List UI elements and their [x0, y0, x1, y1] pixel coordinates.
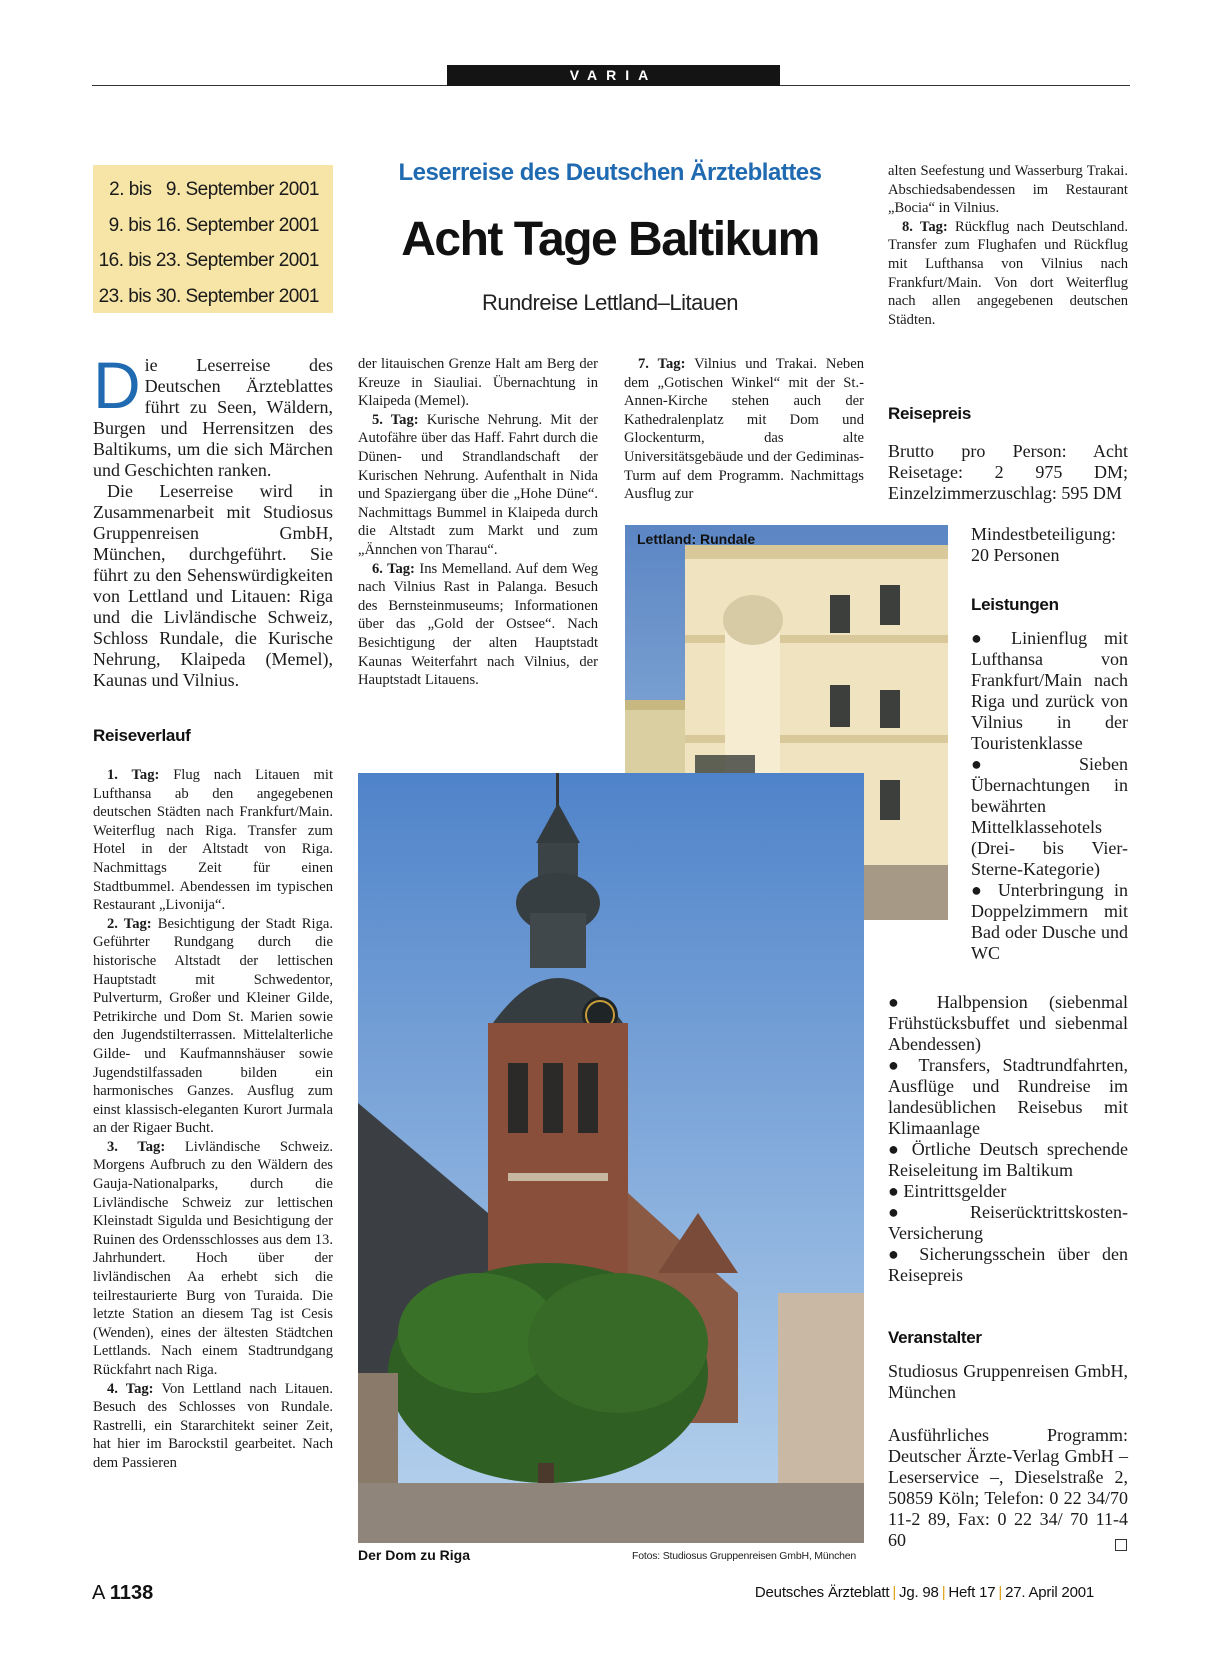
itinerary-column-1 [93, 766, 333, 1473]
day-entry: 7. Tag: Vilnius und Trakai. Neben dem „Gotischen Winkel“ mit der St.-Annen-Kirche stehen auch der Kathedralenplatz mit Dom und Glockenturm, das alte Universitätsgebäude und der Gediminas-Turm auf dem Programm. Nachmittags Ausflug zur [624, 356, 864, 503]
list-item: ● Unterbringung in Doppelzimmern mit Bad oder Dusche und WC [971, 880, 1129, 963]
list-item: ● Sieben Übernachtungen in bewährten Mittelklassehotels (Drei- bis Vier-Sterne-Kategorie) [971, 754, 1128, 879]
riga-cathedral-caption: Der Dom zu Riga [358, 1547, 471, 1563]
riga-cathedral-photo [358, 773, 864, 1543]
list-item: ● Örtliche Deutsch sprechende Reiseleitung im Baltikum [888, 1139, 1129, 1180]
organizer-heading: Veranstalter [888, 1328, 982, 1347]
day-entry-continued: alten Seefestung und Wasserburg Trakai. Abschiedsabendessen im Restaurant „Bocia“ in Vilnius. [888, 163, 1128, 217]
article-subtitle: Rundreise Lettland–Litauen [481, 290, 739, 315]
rundale-caption: Lettland: Rundale [637, 531, 756, 547]
list-item: ● Reiserücktrittskosten-Versicherung [888, 1202, 1128, 1243]
article-title: Acht Tage Baltikum [401, 213, 819, 266]
day-entry: 6. Tag: Ins Memelland. Auf dem Weg nach Vilnius Rast in Palanga. Besuch des Bernsteinmuseums; Informationen über das „Gold der Ostsee“. Nach Besichtigung der alten Hauptstadt Kaunas Weiterfahrt nach Vilnius, der Hauptstadt Litauens. [358, 560, 598, 689]
services-list-narrow [971, 628, 1128, 964]
list-item: ● Transfers, Stadtrundfahrten, Ausflüge und Rundreise im landesüblichen Reisebus mit Klimaanlage [888, 1055, 1128, 1138]
dates-box [93, 165, 333, 313]
itinerary-column-4 [888, 162, 1128, 329]
date-range: 9. bis 16. September 2001 [108, 214, 319, 236]
minimum-participants: Mindestbeteiligung: 20 Personen [971, 524, 1116, 565]
day-entry-continued: der litauischen Grenze Halt am Berg der Kreuze in Siauliai. Übernachtung in Klaipeda (Memel). [358, 356, 598, 410]
itinerary-heading: Reiseverlauf [93, 726, 191, 745]
page-number: A 1138 [92, 1582, 154, 1604]
day-entry: 2. Tag: Besichtigung der Stadt Riga. Geführter Rundgang durch die historische Altstadt der lettischen Hauptstadt mit Schwedentor, Pulverturm, Großer und Kleiner Gilde, Petrikirche und Dom St. Marien sowie den Jugendstilterrassen. Mittelalterliche Gilde- und Kaufmannshäuser sowie Jugendstilfassaden bilden ein harmonisches Ganzes. Ausflug zum einst klassisch-eleganten Kurort Jurmala an der Rigaer Bucht. [93, 915, 333, 1137]
journal-info: Deutsches Ärzteblatt | Jg. 98 | Heft 17 | 27. April 2001 [754, 1584, 1094, 1601]
journal-volume: Jg. 98 [899, 1584, 939, 1601]
photo-credit: Fotos: Studiosus Gruppenreisen GmbH, München [632, 1550, 857, 1562]
list-item: ● Sicherungsschein über den Reisepreis [888, 1244, 1129, 1285]
intro-paragraph: Die Leserreise wird in Zusammenarbeit mit Studiosus Gruppenreisen GmbH, München, durchgeführt. Sie führt zu den Sehenswürdigkeiten von Lettland und Litauen: Riga und die Livländische Schweiz, Schloss Rundale, die Kurische Nehrung, Klaipeda (Memel), Kaunas und Vilnius. [93, 481, 333, 690]
journal-date: 27. April 2001 [1005, 1584, 1094, 1601]
article-kicker: Leserreise des Deutschen Ärzteblattes [398, 159, 822, 186]
services-list [888, 992, 1128, 1286]
date-range: 16. bis 23. September 2001 [98, 250, 319, 271]
day-entry: 1. Tag: Flug nach Litauen mit Lufthansa ab den angegebenen deutschen Städten nach Frankfurt/Main. Weiterflug nach Riga. Transfer zum Hotel in der Altstadt von Riga. Nachmittags Zeit für einen Stadtbummel. Abendessen im typischen Restaurant „Livonija“. [93, 767, 333, 914]
date-range: 23. bis 30. September 2001 [98, 285, 319, 307]
list-item: ● Linienflug mit Lufthansa von Frankfurt/Main nach Riga und zurück von Vilnius in der Touristenklasse [971, 628, 1129, 753]
itinerary-column-3 [624, 355, 864, 504]
riga-cathedral-image [358, 773, 864, 1543]
section-label: VARIA [447, 65, 780, 86]
intro-text [93, 348, 333, 691]
day-entry: 3. Tag: Livländische Schweiz. Morgens Aufbruch zu den Wäldern des Gauja-Nationalparks, durch die Livländische Schweiz zur lettischen Kleinstadt Sigulda und Besichtigung der Ruinen des Ordensschlosses aus dem 13. Jahrhundert. Hoch über der livländischen Aa erhebt sich die teilrestaurierte Burg von Turaida. Die letzte Station an diesem Tag ist Cesis (Wenden), eines der ältesten Städtchen Lettlands. Nach einem Stadtrundgang Rückfahrt nach Riga. [93, 1138, 333, 1378]
end-of-article-mark [1115, 1539, 1127, 1551]
organizer-name: Studiosus Gruppenreisen GmbH, München [888, 1361, 1128, 1402]
services-heading: Leistungen [971, 595, 1059, 614]
day-entry: 4. Tag: Von Lettland nach Litauen. Besuch des Schlosses von Rundale. Rastrelli, ein Stararchitekt seiner Zeit, hat hier im Barockstil gearbeitet. Nach dem Passieren [93, 1380, 334, 1471]
price-heading: Reisepreis [888, 404, 971, 423]
journal-name: Deutsches Ärzteblatt [754, 1584, 890, 1601]
journal-issue: Heft 17 [948, 1584, 996, 1601]
list-item: ● Halbpension (siebenmal Frühstücksbuffet und siebenmal Abendessen) [888, 992, 1128, 1054]
intro-paragraph: ie Leserreise des Deutschen Ärzteblattes führt zu Seen, Wäldern, Burgen und Herrensitzen des Baltikums, um die sich Märchen und Geschichten ranken. [93, 355, 333, 480]
day-entry: 8. Tag: Rückflug nach Deutschland. Transfer zum Flughafen und Rückflug mit Lufthansa von Vilnius nach Frankfurt/Main. Von dort Weiterflug nach allen angegebenen deutschen Städten. [888, 218, 1128, 328]
list-item: ● Eintrittsgelder [888, 1181, 1007, 1201]
drop-cap: D [93, 348, 141, 422]
program-info: Ausführliches Programm: Deutscher Ärzte-Verlag GmbH – Leserservice –, Dieselstraße 2, 50859 Köln; Telefon: 0 22 34/70 11-2 89, Fax: 0 22 34/ 70 11-4 60 [888, 1425, 1128, 1550]
price-text: Brutto pro Person: Acht Reisetage: 2 975 DM; Einzelzimmerzuschlag: 595 DM [888, 441, 1128, 503]
itinerary-column-2 [358, 355, 598, 690]
day-entry: 5. Tag: Kurische Nehrung. Mit der Autofähre über das Haff. Fahrt durch die Dünen- und Strandlandschaft der Kurischen Nehrung. Aufenthalt in Nida und Spaziergang über die „Hohe Düne“. Nachmittags Bummel in Klaipeda durch die Altstadt zum Markt und zum „Ännchen von Tharau“. [358, 411, 599, 558]
date-range: 2. bis 9. September 2001 [109, 179, 319, 200]
